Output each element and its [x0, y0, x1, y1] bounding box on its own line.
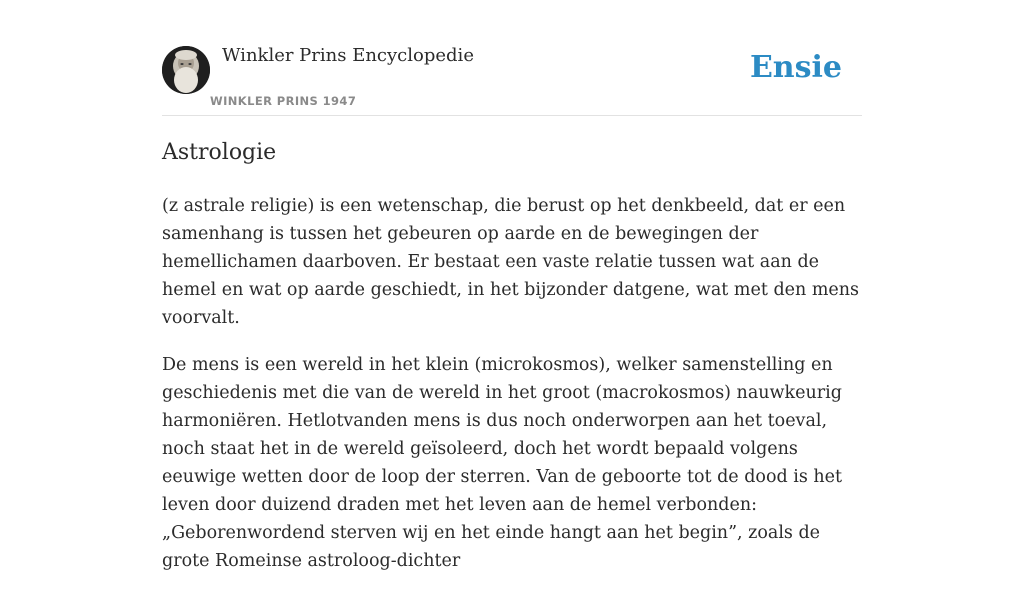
brand-logo[interactable]: Ensie [749, 50, 842, 85]
bearded-man-portrait-icon [162, 46, 210, 94]
site-subtitle[interactable]: WINKLER PRINS 1947 [210, 94, 357, 108]
article-body [162, 192, 862, 594]
page [162, 0, 862, 571]
header [162, 0, 862, 116]
site-title[interactable]: Winkler Prins Encyclopedie [222, 45, 474, 66]
author-avatar[interactable] [162, 46, 210, 94]
article-title: Astrologie [162, 140, 277, 165]
article-paragraph: De mens is een wereld in het klein (microkosmos), welker samenstelling en geschiedenis met die van de wereld in het groot (macrokosmos) nauwkeurig harmoniëren. Hetlotvanden mens is dus noch onderworpen aan het toeval, noch staat het in de wereld geïsoleerd, doch het wordt bepaald volgens eeuwige wetten door de loop der sterren. Van de geboorte tot de dood is het leven door duizend draden met het leven aan de hemel verbonden: „Geborenwordend sterven wij en het einde hangt aan het begin”, zoals de grote Romeinse astroloog-dichter [162, 355, 843, 571]
article-paragraph: (z astrale religie) is een wetenschap, die berust op het denkbeeld, dat er een samenhang is tussen het gebeuren op aarde en de bewegingen der hemellichamen daarboven. Er bestaat een vaste relatie tussen wat aan de hemel en wat op aarde geschiedt, in het bijzonder datgene, wat met den mens voorvalt. [162, 196, 860, 328]
